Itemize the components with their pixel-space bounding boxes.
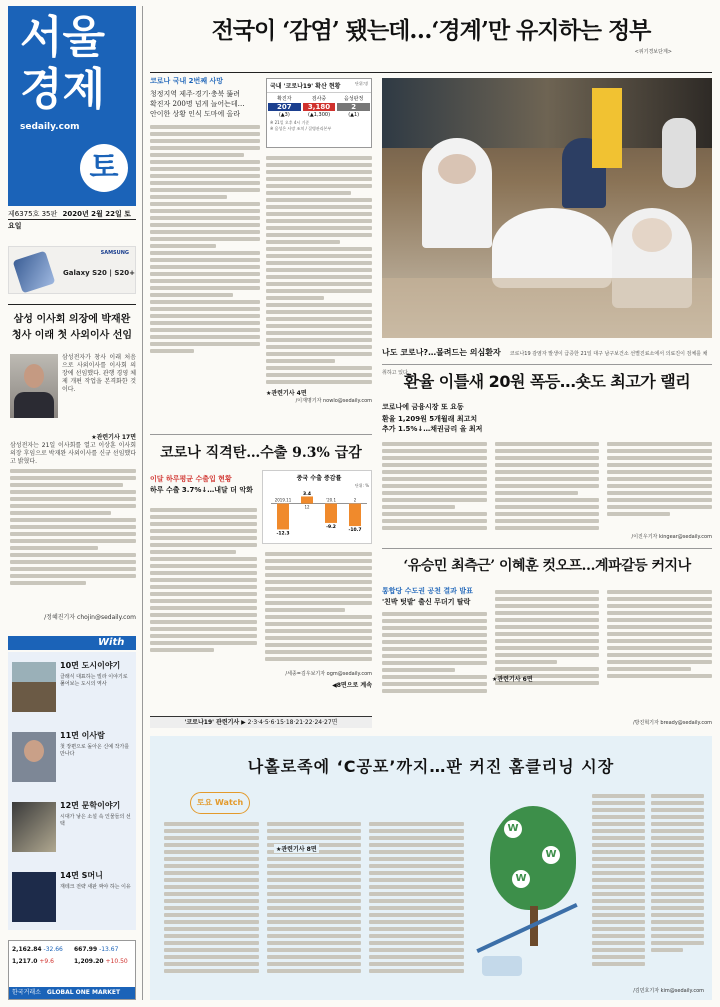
covid-deck-2: 확진자 200명 넘게 늘어는데… — [150, 100, 245, 108]
masthead — [8, 6, 136, 206]
left-para-1: 삼성전자가 창사 이래 처음으로 사외이사를 이사회 의장에 선임했다. 관행 경영 체제 개편 작업을 본격화한 것이다. — [62, 354, 136, 393]
rule-left-1 — [8, 304, 136, 305]
stats-note-1: ※ 21일 오후 4시 기준 — [270, 120, 310, 125]
phone-image — [13, 251, 56, 294]
politics-story — [382, 586, 712, 726]
mop-handle — [476, 903, 577, 953]
with-item-page: 11면 이사람 — [60, 731, 105, 740]
covid-text-lines-2 — [266, 156, 372, 384]
politics-byline[interactable]: /방진혁기자 bready@sedaily.com — [632, 720, 712, 726]
covid-related[interactable]: ★관련기사 4면 — [266, 390, 307, 397]
stats-delta-negative: (▲1) — [348, 112, 360, 118]
exchange-deck-1: 환율 1,209원 5개월래 최고치 — [382, 415, 478, 423]
thumb-street — [12, 802, 56, 852]
covid-text-lines — [150, 125, 260, 353]
with-item[interactable] — [12, 798, 132, 858]
chart-unit: 단위: % — [354, 483, 369, 488]
export-byline[interactable]: /세종=김우보기자 ogm@sedaily.com — [285, 671, 372, 677]
market-footer — [9, 987, 135, 999]
chart-category-label: '20.1 — [325, 497, 337, 503]
photo-caption — [382, 340, 712, 376]
with-item-page: 14면 S머니 — [60, 871, 103, 880]
rule-above-politics — [382, 548, 712, 549]
with-item-page: 12면 문학이야기 — [60, 801, 121, 810]
site-url[interactable]: sedaily.com — [20, 122, 80, 132]
with-item-page: 10면 도시이야기 — [60, 661, 121, 670]
exchange-columns — [382, 442, 712, 530]
export-continued[interactable]: ◀8면으로 계속 — [332, 682, 372, 689]
chart-category-label: 12 — [304, 504, 310, 510]
house-illustration — [472, 796, 582, 996]
with-header — [8, 636, 136, 650]
thumb-house — [12, 662, 56, 712]
politics-kicker: 통합당 수도권 공천 결과 발표 — [382, 587, 473, 595]
market-label: GLOBAL ONE MARKET — [46, 989, 121, 996]
covid-story — [150, 76, 260, 416]
saturday-badge — [80, 144, 128, 192]
leaf-letter: W — [515, 873, 527, 884]
watch-badge — [190, 792, 250, 814]
left-headline-1: 삼성 이사회 의장에 박재완 — [13, 314, 131, 325]
logo-line2: 경제 — [20, 64, 106, 115]
ad-product: Galaxy S20 | S20+ — [63, 269, 135, 277]
feature-columns-right — [592, 794, 704, 966]
kosdaq-change: -13.67 — [99, 946, 119, 953]
stats-values — [267, 102, 371, 112]
leaf-circle — [512, 870, 530, 888]
export-kicker: 이달 하루평균 수출입 현황 — [150, 475, 232, 483]
exchange-deck-2: 추가 1.5%↓…채권금리 올 최저 — [382, 425, 483, 433]
chart-value-label: 3.4 — [303, 491, 311, 497]
left-column-divider — [142, 6, 143, 1000]
with-item[interactable] — [12, 658, 132, 718]
with-item-desc: 클래식 대표하는 빌라 이야기로 풀어보는 도시의 역사 — [60, 674, 128, 687]
chart-bar — [301, 496, 313, 503]
main-headline-tag: <위기경보단계> — [634, 49, 672, 55]
left-para-2: 삼성전자는 21일 이사회를 열고 이상훈 이사회 의장 후임으로 박재완 사외이사를 신규 선임했다고 밝혔다. — [10, 442, 136, 465]
samsung-ad[interactable] — [8, 246, 136, 294]
politics-columns — [382, 612, 712, 693]
kosdaq-value: 667.99 — [74, 946, 98, 953]
with-item[interactable] — [12, 728, 132, 788]
news-photo — [382, 78, 712, 338]
stats-deltas — [267, 112, 371, 118]
mop-head — [482, 956, 522, 976]
feature-byline[interactable]: /김민호기자 kim@sedaily.com — [633, 988, 704, 994]
kospi-value: 2,162.84 — [12, 946, 42, 953]
fx-value: 1,209.20 — [74, 958, 104, 965]
feature-related[interactable]: ★관련기사 8면 — [276, 846, 317, 853]
left-footer-byline[interactable]: /정혜진기자 chojin@sedaily.com — [44, 614, 136, 621]
left-story-lead — [62, 354, 136, 418]
leaf-letter: W — [545, 849, 557, 860]
issue-line — [8, 208, 136, 230]
with-item[interactable] — [12, 868, 132, 928]
left-headline-2: 청사 이래 첫 사외이사 선임 — [11, 330, 133, 341]
market-source: 한국거래소 — [12, 989, 41, 996]
related-bar[interactable] — [150, 716, 372, 728]
stats-label-negative: 음성판정 — [344, 96, 364, 102]
stats-labels — [267, 95, 371, 102]
bottom-feature — [150, 736, 712, 1000]
main-headline: 전국이 ‘감염’ 됐는데…‘경계’만 유지하는 정부 — [211, 17, 651, 44]
portrait — [10, 354, 58, 418]
watch-label: 토요 Watch — [196, 798, 244, 807]
with-item-desc: 시대가 낳은 소설 속 인물들의 선택 — [60, 814, 131, 827]
stats-value-testing: 3,180 — [303, 103, 336, 111]
exchange-byline[interactable]: /이진우기자 kingear@sedaily.com — [631, 534, 712, 540]
with-title: With — [98, 637, 125, 648]
rule-above-exchange — [382, 364, 712, 365]
market-grid — [12, 945, 134, 985]
export-headline: 코로나 직격탄…수출 9.3% 급감 — [160, 445, 362, 461]
thumb-person — [12, 732, 56, 782]
chart-value-label: -10.7 — [348, 528, 362, 534]
market-box — [8, 940, 136, 1000]
covid-story-right — [266, 156, 372, 420]
stats-delta-testing: (▲1,300) — [307, 112, 331, 118]
exchange-kicker: 코로나에 금융시장 또 요동 — [382, 403, 464, 411]
politics-deck: '친박 텃밭' 출신 무더기 탈락 — [382, 598, 471, 606]
stats-delta-confirmed: (▲3) — [278, 112, 290, 118]
rule-under-headline — [150, 72, 712, 73]
stats-title: 국내 '코로나19' 확산 현황 — [267, 79, 371, 93]
exchange-story — [382, 402, 712, 540]
stats-label-confirmed: 확진자 — [277, 96, 292, 102]
covid-byline[interactable]: /이재명기자 nowlo@sedaily.com — [295, 398, 372, 404]
left-text-lines — [10, 469, 136, 585]
main-headline-box — [150, 14, 712, 68]
issue-date: 2020년 2월 22일 토요일 — [8, 210, 131, 230]
export-deck — [150, 474, 260, 504]
saturday-badge-text: 토 — [89, 150, 119, 185]
leaf-circle — [542, 846, 560, 864]
covid-deck-1: 청정지역 제주·경기·충북 뚫려 — [150, 90, 241, 98]
rule-above-export — [150, 434, 372, 435]
related-label: '코로나19' 관련기사 — [184, 719, 240, 726]
rate-change: +9.6 — [39, 958, 54, 965]
left-story-body — [10, 442, 136, 612]
thumb-book — [12, 872, 56, 922]
related-pages: ▶ 2·3·4·5·6·15·18·21·22·24·27면 — [241, 719, 338, 726]
issue-number: 제6375호 — [8, 210, 40, 218]
covid-deck-3: 안이한 상황 인식 도마에 올라 — [150, 110, 241, 118]
export-columns — [150, 508, 372, 661]
kospi-change: -32.66 — [43, 946, 63, 953]
ad-brand: SAMSUNG — [100, 250, 129, 256]
edition: 35판 — [41, 210, 58, 218]
photo-caption-text: 코로나19 감염자 발생이 급증한 21일 대구 남구보건소 선별진료소에서 의료진이 검체를 채취하고 있다. — [382, 351, 708, 376]
with-list — [8, 652, 136, 930]
politics-headline: ‘유승민 최측근’ 이혜훈 컷오프…계파갈등 커지나 — [403, 558, 691, 574]
tree-crown — [490, 806, 576, 910]
feature-headline: 나홀로족에 ‘C공포’까지…판 커진 홈클리닝 시장 — [247, 757, 615, 776]
chart-title: 중국 수출 증감률 — [296, 475, 342, 482]
with-item-desc: 첫 장편으로 돌아온 신예 작가를 만나다 — [60, 744, 130, 757]
export-deck-line: 하루 수출 3.7%↓…내달 더 악화 — [150, 486, 253, 494]
fx-change: +10.50 — [105, 958, 128, 965]
leaf-circle — [504, 820, 522, 838]
stats-note-2: ※ 음성은 사망 조치 / 질병관리본부 — [270, 126, 332, 131]
left-related[interactable]: ★관련기사 17면 — [91, 434, 136, 441]
export-story — [150, 508, 372, 698]
stats-value-negative: 2 — [337, 103, 370, 111]
chart-value-label: -9.2 — [326, 524, 336, 530]
stats-box — [266, 78, 372, 148]
left-story-headline — [8, 312, 136, 346]
stats-value-confirmed: 207 — [268, 103, 301, 111]
politics-related[interactable]: ★관련기사 6면 — [492, 676, 533, 683]
photo-caption-title: 나도 코로나?…몰려드는 의심환자 — [382, 348, 501, 357]
logo-line1: 서울 — [20, 12, 106, 63]
chart-category-label: 2 — [353, 497, 357, 503]
rate-value: 1,217.0 — [12, 958, 38, 965]
leaf-letter: W — [507, 823, 519, 834]
chart-category-label: 2019.11 — [274, 497, 292, 503]
chart-value-label: -12.3 — [276, 531, 290, 537]
stats-unit: 단위:명 — [355, 81, 368, 86]
exchange-headline: 환율 이틀새 20원 폭등…숏도 최고가 랠리 — [403, 372, 691, 391]
stats-label-testing: 검사중 — [311, 96, 327, 102]
with-item-desc: 재테크 전략 새판 짜야 하는 이유 — [60, 884, 131, 890]
covid-kicker: 코로나 국내 2번째 사망 — [150, 77, 224, 85]
